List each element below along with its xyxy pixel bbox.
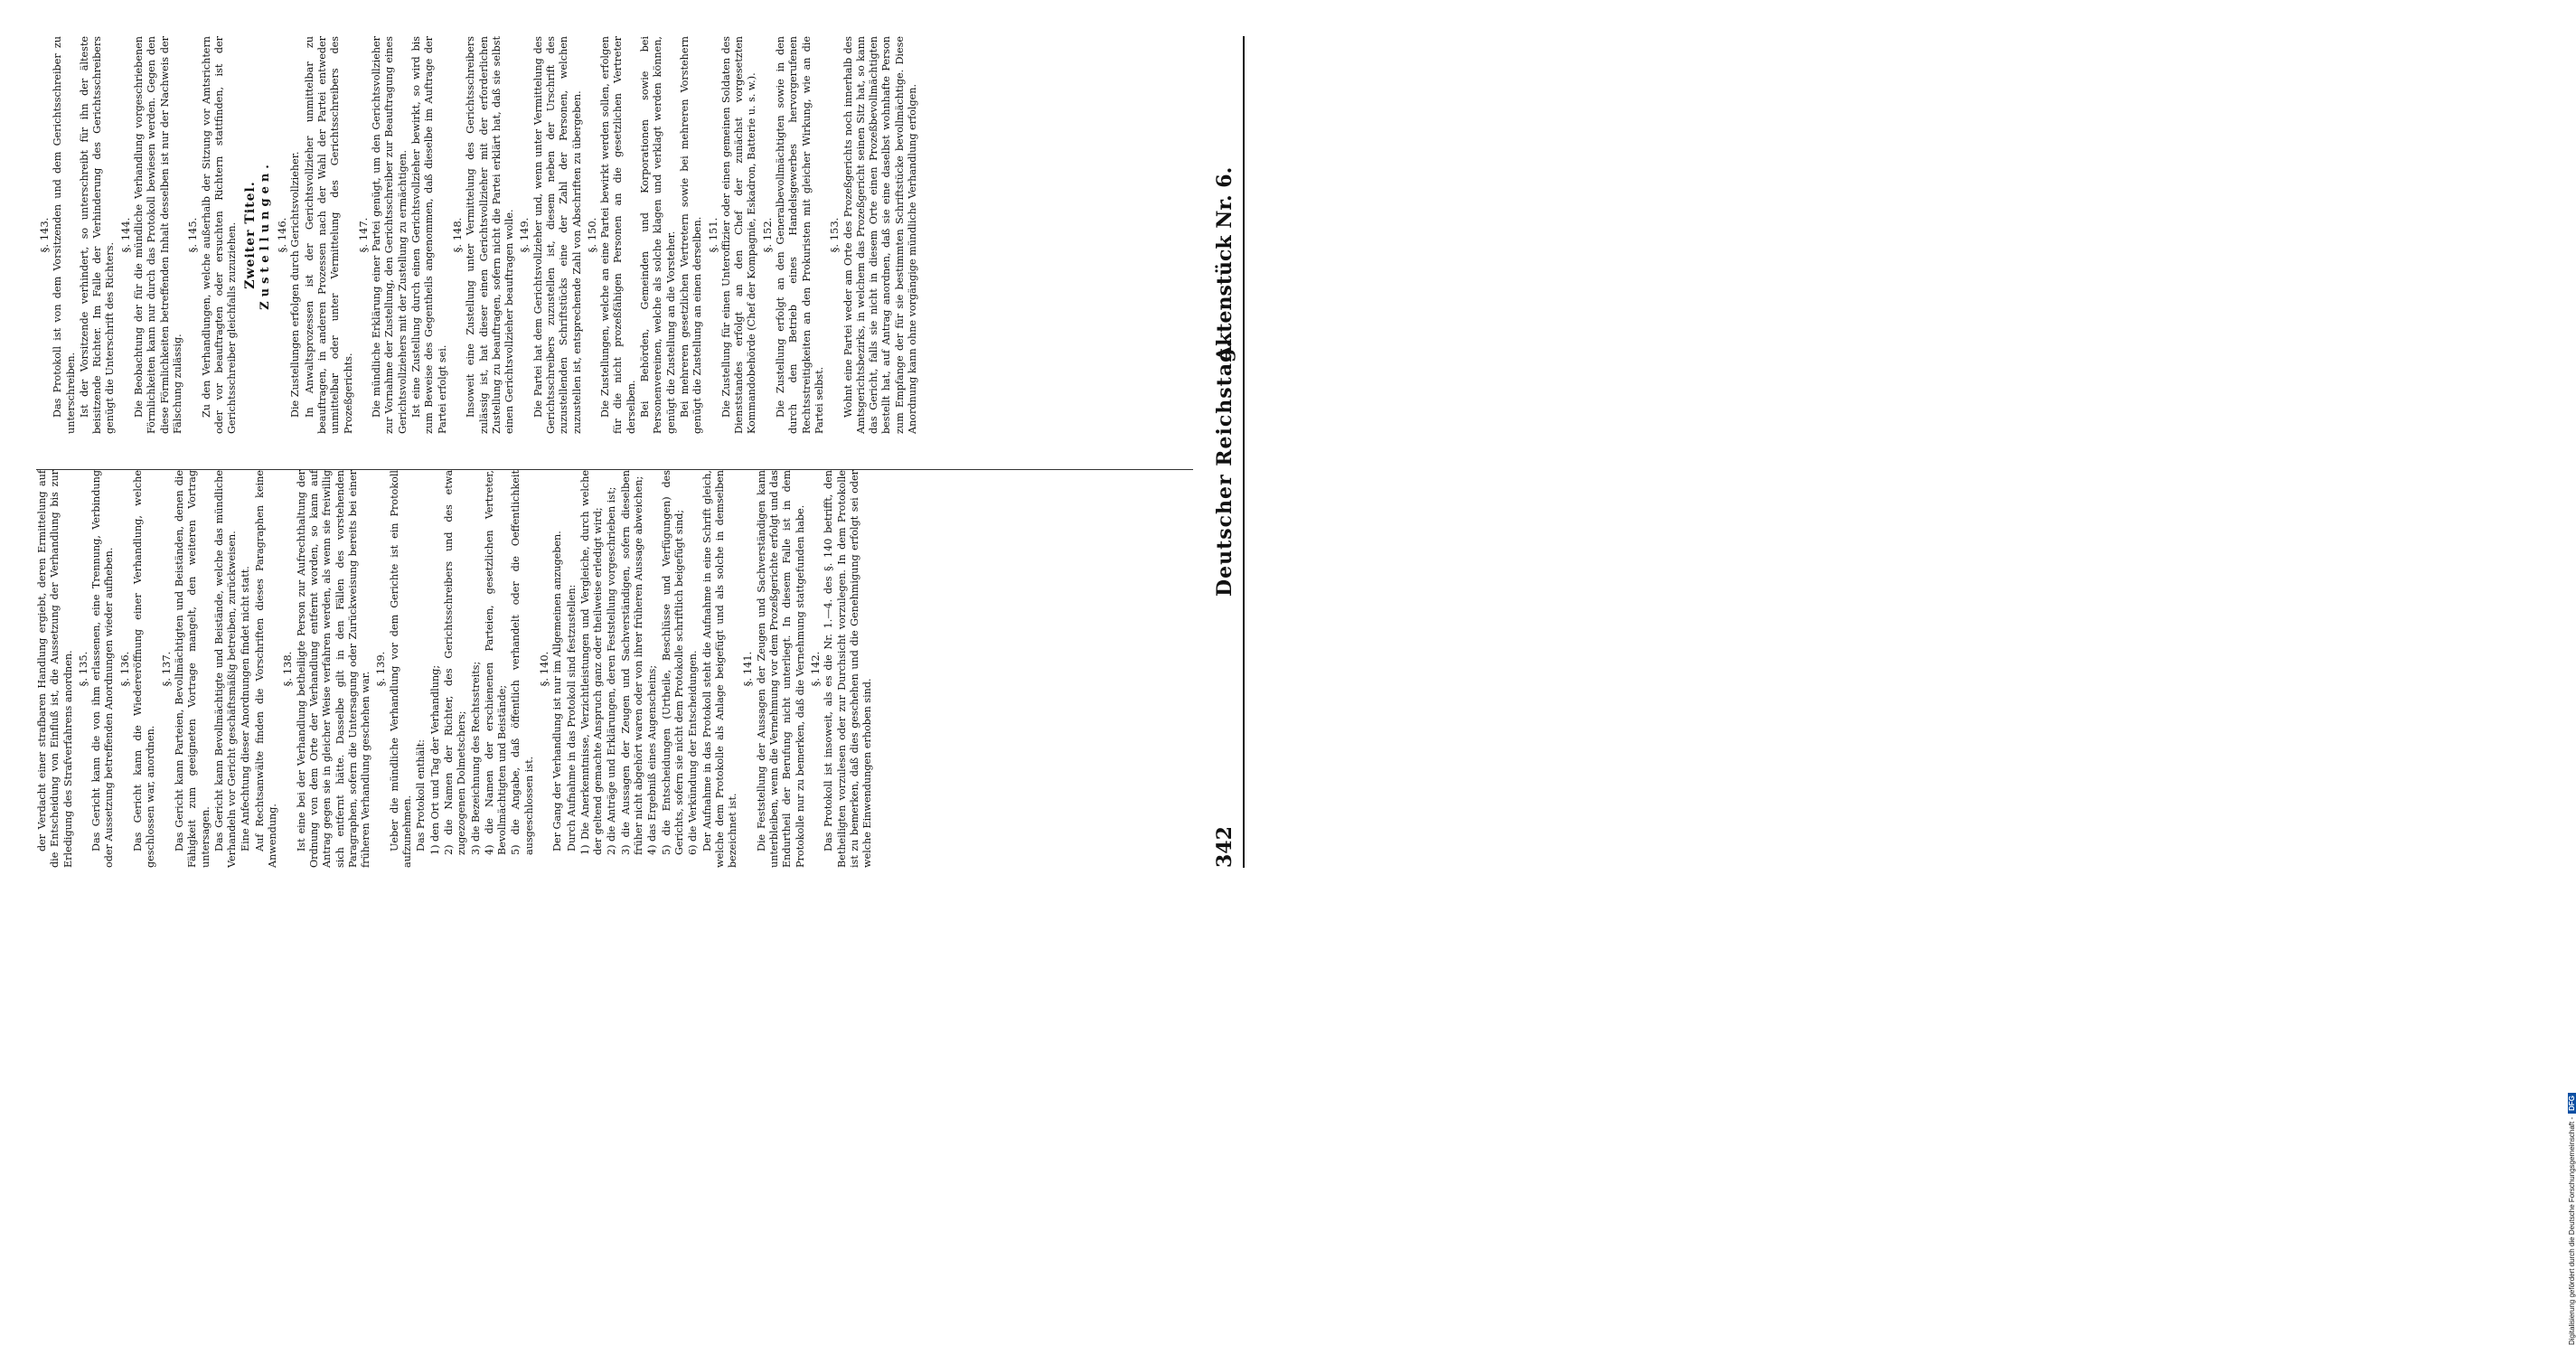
list-item: 6) die Verkündung der Entscheidungen. — [687, 650, 700, 855]
section-number: §. 140. — [537, 651, 550, 687]
side-note — [1281, 452, 2576, 1345]
side-note-text-wrap — [2568, 1093, 2576, 1345]
left-text-column — [36, 470, 1193, 868]
header-title-right: Aktenstück Nr. 6. — [1213, 166, 1236, 362]
list-item: 1) Die Anerkenntnisse, Verzichtleistungen und Vergleiche, durch welche der geltend gemachte Anspruch ganz oder theilweise erledigt wird; — [578, 470, 605, 855]
section-number: §. 142. — [808, 651, 822, 687]
section-number: §. 139. — [374, 651, 388, 687]
list-item: 4) die Namen der erschienenen Parteien, gesetzlichen Vertreter, Bevollmächtigten und Beistände; — [483, 470, 509, 855]
section-number: §. 138. — [281, 651, 295, 687]
section-number: §. 152. — [760, 217, 774, 253]
paragraph: Ist eine Zustellung durch einen Gerichtsvollzieher bewirkt, so wird bis zum Beweise des Gegentheils angenommen, daß dieselbe im Auftrage der Partei erfolgt sei. — [410, 36, 448, 434]
paragraph: Der Gang der Verhandlung ist nur im Allgemeinen anzugeben. — [551, 531, 564, 851]
section-number: §. 135. — [76, 651, 89, 687]
section-number: §. 149. — [518, 217, 531, 253]
paragraph: Eine Anfechtung dieser Anordnungen findet nicht statt. — [240, 566, 252, 851]
section-number: §. 144. — [118, 217, 132, 253]
paragraph: Die Zustellung erfolgt an den Generalbevollmächtigten sowie in den durch den Betrieb eines Handelsgewerbes hervorgerufenen Rechtsstreitigkeiten an den Prokuristen mit gleicher Wirkung, wie an die Partei selbst. — [775, 36, 825, 434]
list-item: 3) die Aussagen der Zeugen und Sachverständigen, sofern dieselben früher nicht abgehört waren oder von ihrer früheren Aussage abweichen; — [619, 470, 645, 855]
paragraph: Ist der Vorsitzende verhindert, so unterschreibt für ihn der älteste beisitzende Richter. Im Falle der Verhinderung des Gerichtsschreibers genügt die Unterschrift des Richters. — [78, 36, 117, 434]
side-note-text: Digitalisierung gefördert durch die Deutsche Forschungsgemeinschaft - — [2568, 1116, 2576, 1345]
paragraph: Die mündliche Erklärung einer Partei genügt, um den Gerichtsvollzieher zur Vornahme der Zustellung, den Gerichtsschreiber zur Beauftragung eines Gerichtsvollziehers mit der Zustellung zu ermächtigen. — [371, 36, 409, 434]
paragraph: Der Aufnahme in das Protokoll steht die Aufnahme in eine Schrift gleich, welche dem Protokolle als Anlage beigefügt und als solche in demselben bezeichnet ist. — [700, 470, 739, 868]
section-number: §. 153. — [828, 217, 841, 253]
section-number: §. 148. — [450, 217, 464, 253]
paragraph: Bei mehreren gesetzlichen Vertretern sowie bei mehreren Vorstehern genügt die Zustellung an einen derselben. — [678, 36, 704, 434]
paragraph: der Verdacht einer strafbaren Handlung ergiebt, deren Ermittelung auf die Entscheidung von Einfluß ist, die Aussetzung der Verhandlung bis zur Erledigung des Strafverfahrens anordnen. — [36, 470, 74, 868]
paragraph: Wohnt eine Partei weder am Orte des Prozeßgerichts noch innerhalb des Amtsgerichtsbezirks, in welchem das Prozeßgericht seinen Sitz hat, so kann das Gericht, falls sie nicht in diesem Orte einen Prozeßbevollmächtigten bestellt hat, auf Antrag anordnen, daß sie eine daselbst wohnhafte Person zum Empfange der für sie bestimmten Schriftstücke bevollmächtige. Diese Anordnung kann ohne vorgängige mündliche Verhandlung erfolgen. — [841, 36, 918, 434]
paragraph: Das Gericht kann Parteien, Bevollmächtigten und Beiständen, denen die Fähigkeit zum geeigneten Vortrage mangelt, den weiteren Vortrag untersagen. — [173, 470, 212, 868]
subtitle-heading: Zustellungen. — [258, 160, 272, 310]
list-item: 4) das Ergebniß eines Augenscheins; — [646, 664, 659, 855]
column-divider — [36, 469, 1193, 470]
paragraph: Das Protokoll enthält: — [415, 738, 428, 851]
paragraph: Das Protokoll ist insoweit, als es die Nr. 1.—4. des §. 140 betrifft, den Betheiligten vorzulesen oder zur Durchsicht vorzulegen. In dem Protokolle ist zu bemerken, daß dies geschehen und die Genehmigung erfolgt sei oder welche Einwendungen erhoben sind. — [823, 470, 874, 868]
list-item: 1) den Ort und Tag der Verhandlung; — [428, 664, 441, 855]
section-number: §. 145. — [186, 217, 200, 253]
paragraph: Die Zustellung für einen Unteroffizier oder einen gemeinen Soldaten des Dienststandes erfolgt an den Chef der zunächst vorgesetzten Kommandobehörde (Chef der Kompagnie, Eskadron, Batterie u. s. w.). — [719, 36, 758, 434]
section-number: §. 141. — [741, 651, 755, 687]
paragraph: Insoweit eine Zustellung unter Vermittelung des Gerichtsschreibers zulässig ist, hat dieser einen Gerichtsvollzieher mit der erforderlichen Zustellung zu beauftragen, sofern nicht die Partei erklärt hat, daß sie selbst einen Gerichtsvollzieher beauftragen wolle. — [465, 36, 516, 434]
list-item: 3) die Bezeichnung des Rechtsstreits; — [469, 661, 482, 855]
section-number: §. 147. — [356, 217, 370, 253]
rotated-page — [0, 0, 1294, 904]
list-item: 5) die Angabe, daß öffentlich verhandelt oder die Oeffentlichkeit ausgeschlossen ist. — [510, 470, 535, 855]
list-item: 5) die Entscheidungen (Urtheile, Beschlüsse und Verfügungen) des Gerichts, sofern sie nicht dem Protokolle schriftlich beigefügt sind; — [660, 470, 685, 855]
title-heading: Zweiter Titel. — [243, 181, 259, 289]
paragraph: Bei Behörden, Gemeinden und Korporationen sowie bei Personenvereinen, welche als solche klagen und verklagt werden können, genügt die Zustellung an die Vorsteher. — [639, 36, 677, 434]
paragraph: Zu den Verhandlungen, welche außerhalb der Sitzung vor Amtsrichtern oder vor beauftragten oder ersuchten Richtern stattfinden, ist der Gerichtsschreiber gleichfalls zuzuziehen. — [200, 36, 239, 434]
page-number: 342 — [1213, 826, 1236, 868]
paragraph: Durch Aufnahme in das Protokoll sind festzustellen: — [565, 584, 578, 851]
list-item: 2) die Anträge und Erklärungen, deren Feststellung vorgeschrieben ist; — [606, 486, 618, 855]
paragraph: Das Gericht kann die Wiedereröffnung einer Verhandlung, welche geschlossen war, anordnen. — [132, 470, 157, 868]
section-number: §. 151. — [706, 217, 719, 253]
running-header — [1207, 36, 1245, 868]
section-number: §. 136. — [118, 651, 131, 687]
paragraph: Auf Rechtsanwälte finden die Vorschriften dieses Paragraphen keine Anwendung. — [253, 470, 279, 868]
section-number: §. 150. — [585, 217, 598, 253]
section-number: §. 143. — [38, 217, 51, 253]
paragraph: Die Partei hat dem Gerichtsvollzieher und, wenn unter Vermittelung des Gerichtsschreibers zuzustellen ist, diesem neben der Urschrift des zuzustellenden Schriftstücks eine der Zahl der Personen, welchen zuzustellen ist, entsprechende Zahl von Abschriften zu übergeben. — [531, 36, 583, 434]
paragraph: Die Zustellungen, welche an eine Partei bewirkt werden sollen, erfolgen für die nicht prozeßfähigen Personen an die gesetzlichen Vertreter derselben. — [599, 36, 637, 434]
page-inner — [0, 0, 1294, 904]
paragraph: Die Feststellung der Aussagen der Zeugen und Sachverständigen kann unterbleiben, wenn die Vernehmung vor dem Prozeßgerichte erfolgt und das Endurtheil der Berufung nicht unterliegt. In diesem Falle ist in dem Protokolle nur zu bemerken, daß die Vernehmung stattgefunden habe. — [755, 470, 806, 868]
paragraph: Ist eine bei der Verhandlung betheiligte Person zur Aufrechthaltung der Ordnung von dem Orte der Verhandlung entfernt worden, so kann auf Antrag gegen sie in gleicher Weise verfahren werden, als wenn sie freiwillig sich entfernt hätte. Dasselbe gilt in den Fällen des vorstehenden Paragraphen, sofern die Untersagung oder Zurückweisung bereits bei einer früheren Verhandlung geschehen war. — [295, 470, 372, 868]
section-number: §. 137. — [159, 651, 173, 687]
header-title-left: Deutscher Reichstag. — [1213, 339, 1236, 597]
paragraph: Das Protokoll ist von dem Vorsitzenden und dem Gerichtsschreiber zu unterschreiben. — [52, 36, 77, 434]
paragraph: Das Gericht kann die von ihm erlassenen, eine Trennung, Verbindung oder Aussetzung betreffenden Anordnungen wieder aufheben. — [90, 470, 116, 868]
paragraph: Ueber die mündliche Verhandlung vor dem Gerichte ist ein Protokoll aufzunehmen. — [388, 470, 414, 868]
paragraph: In Anwaltsprozessen ist der Gerichtsvollzieher unmittelbar zu beauftragen, in anderen Prozessen nach der Wahl der Partei entweder unmittelbar oder unter Vermittelung des Gerichtsschreibers des Prozeßgerichts. — [303, 36, 354, 434]
section-number: §. 146. — [276, 217, 289, 253]
paragraph: Das Gericht kann Bevollmächtigte und Beistände, welche das mündliche Verhandeln vor Gericht geschäftsmäßig betreiben, zurückweisen. — [212, 470, 239, 868]
paragraph: Die Zustellungen erfolgen durch Gerichtsvollzieher. — [289, 151, 302, 418]
list-item: 2) die Namen der Richter, des Gerichtsschreibers und des etwa zugezogenen Dolmetschers; — [442, 470, 468, 855]
right-text-column — [36, 36, 1193, 434]
paragraph: Die Beobachtung der für die mündliche Verhandlung vorgeschriebenen Förmlichkeiten kann nur durch das Protokoll bewiesen werden. Gegen den diese Förmlichkeiten betreffenden Inhalt desselben ist nur der Nachweis der Fälschung zulässig. — [133, 36, 183, 434]
dfg-logo: DFG — [2568, 1093, 2576, 1114]
